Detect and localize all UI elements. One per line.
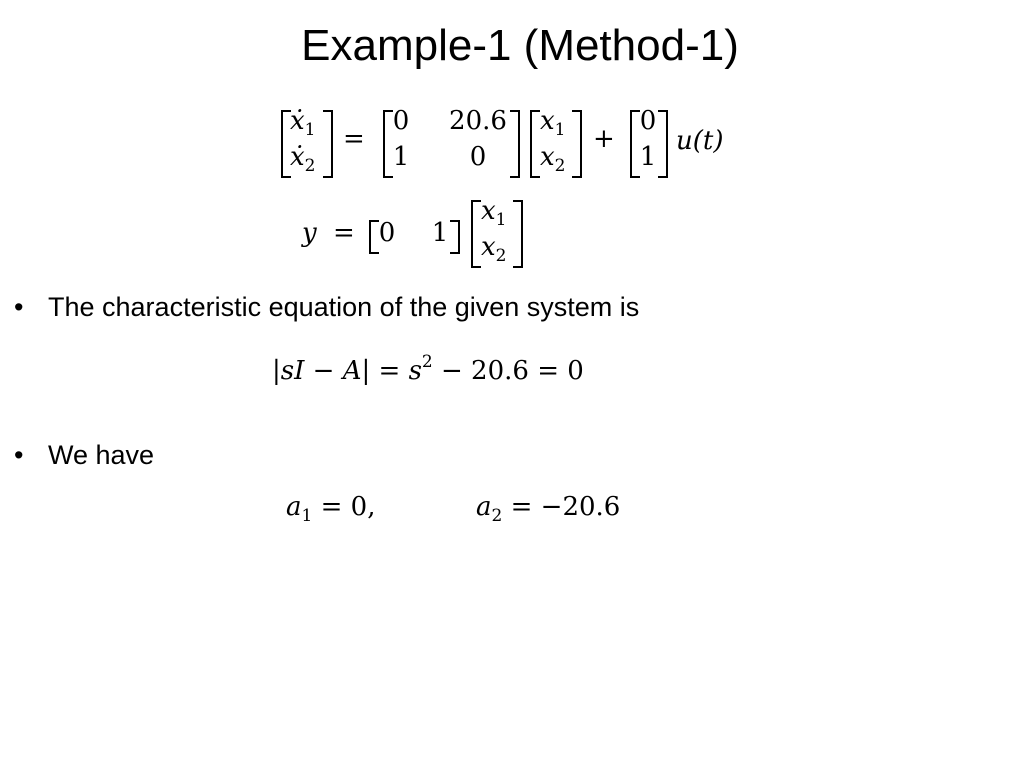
equals-sign: = [343,124,365,154]
c-right-bracket [450,220,460,254]
subscript-1: 1 [301,506,313,526]
bullet-text: The characteristic equation of the given system is [48,292,640,322]
x-vector-left-bracket [530,110,540,178]
subscript-2: 2 [554,156,566,176]
a2-value: = −20.6 [510,492,621,522]
x-vector-right-bracket [513,200,523,268]
b-vector-2: 1 [639,142,657,172]
x-vector-left-bracket [471,200,481,268]
a1-value: = 0, [320,492,376,522]
coefficient-a1 [286,492,376,526]
matrix-a-11: 0 [392,106,410,136]
equals-sign: = [333,218,355,248]
a-symbol: a [286,492,302,522]
x1 [540,106,566,140]
bullet-glyph: • [14,292,24,322]
subscript-1: 1 [304,120,316,140]
x-symbol: x [540,142,555,172]
matrix-a-12: 20.6 [449,106,507,136]
bullet-glyph: • [14,440,24,470]
c-2: 1 [431,218,449,248]
x2 [481,232,507,266]
slide-title: Example-1 (Method-1) [301,21,739,70]
xdot2 [290,142,316,176]
matrix-a-right-bracket [510,110,520,178]
determinant-expression: |sI − A| [272,356,371,386]
matrix-a-22: 0 [469,142,487,172]
xdot1 [290,106,316,140]
b-vector-1: 0 [639,106,657,136]
c-1: 0 [378,218,396,248]
xdot-symbol: ẋ [290,142,305,172]
output-y: y [302,218,317,248]
coefficient-a2 [476,492,621,526]
b-vector-right-bracket [658,110,668,178]
bullet-item [14,292,639,323]
subscript-2: 2 [491,506,503,526]
subscript-1: 1 [495,210,507,230]
bullet-item [14,440,154,471]
plus-sign: + [593,124,615,154]
subscript-2: 2 [495,246,507,266]
input-u: u(t) [676,126,724,156]
equals-sign: = [378,356,401,386]
a-symbol: a [476,492,492,522]
x1 [481,196,507,230]
x2 [540,142,566,176]
equation-remainder: − 20.6 = 0 [441,356,584,386]
x-symbol: x [481,196,496,226]
right-bracket [323,110,333,178]
xdot-symbol: ẋ [290,106,305,136]
x-vector-right-bracket [572,110,582,178]
x-symbol: x [540,106,555,136]
exponent: 2 [421,352,433,372]
subscript-2: 2 [304,156,316,176]
characteristic-equation [272,352,584,386]
subscript-1: 1 [554,120,566,140]
matrix-a-21: 1 [392,142,410,172]
s-symbol: s [408,356,422,386]
bullet-text: We have [48,440,155,470]
x-symbol: x [481,232,496,262]
